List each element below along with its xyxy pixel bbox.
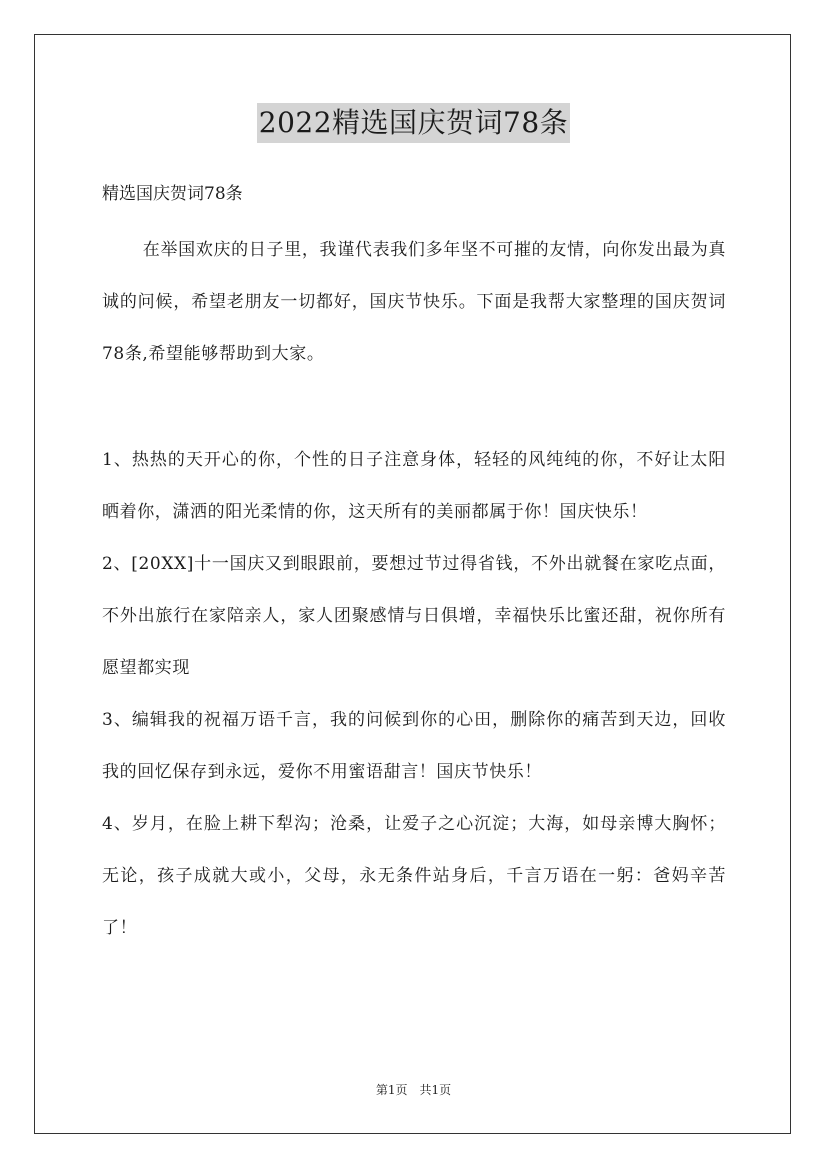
page-number-footer: 第1页 共1页 — [375, 1083, 452, 1097]
list-item: 1、热热的天开心的你，个性的日子注意身体，轻轻的风纯纯的你，不好让太阳晒着你，潇洒的阳光柔情的你，这天所有的美丽都属于你！国庆快乐！ — [102, 450, 726, 522]
document-subtitle: 精选国庆贺词78条 — [102, 184, 243, 204]
list-item: 4、岁月，在脸上耕下犁沟；沧桑，让爱子之心沉淀；大海，如母亲博大胸怀；无论，孩子成就大或小，父母，永无条件站身后，千言万语在一躬：爸妈辛苦了！ — [102, 814, 726, 938]
list-item: 3、编辑我的祝福万语千言，我的问候到你的心田，删除你的痛苦到天边，回收我的回忆保存到永远，爱你不用蜜语甜言！国庆节快乐！ — [102, 710, 726, 782]
document-title: 2022精选国庆贺词78条 — [257, 103, 570, 143]
intro-paragraph: 在举国欢庆的日子里，我谨代表我们多年坚不可摧的友情，向你发出最为真诚的问候，希望老朋友一切都好，国庆节快乐。下面是我帮大家整理的国庆贺词78条,希望能够帮助到大家。 — [102, 240, 726, 364]
document-body — [102, 224, 726, 954]
title-container — [0, 103, 827, 143]
paragraph-spacer — [102, 380, 726, 434]
list-item: 2、[20XX]十一国庆又到眼跟前，要想过节过得省钱，不外出就餐在家吃点面，不外出旅行在家陪亲人，家人团聚感情与日俱增，幸福快乐比蜜还甜，祝你所有愿望都实现 — [102, 554, 726, 678]
